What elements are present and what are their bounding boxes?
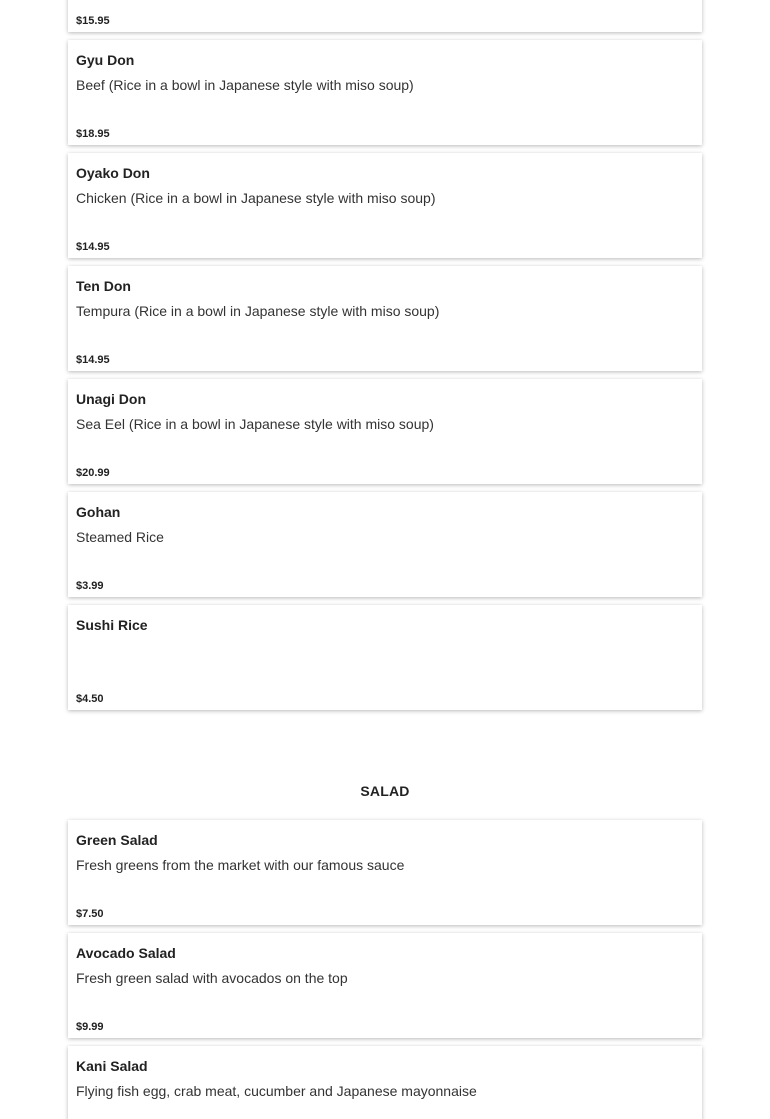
menu-item-card-kani-salad[interactable] <box>68 1046 702 1119</box>
menu-item-card-gyu-don[interactable] <box>68 40 702 145</box>
menu-item-card-green-salad[interactable] <box>68 820 702 925</box>
salad-menu-list <box>68 820 702 1119</box>
menu-item-card[interactable] <box>68 0 702 32</box>
menu-item-name: Oyako Don <box>76 165 150 181</box>
menu-item-card-unagi-don[interactable] <box>68 379 702 484</box>
menu-item-price: $3.99 <box>76 580 104 592</box>
menu-item-price: $14.95 <box>76 354 110 366</box>
menu-item-name: Gohan <box>76 504 121 520</box>
menu-item-description: Chicken (Rice in a bowl in Japanese style with miso soup) <box>76 190 436 206</box>
menu-item-description: Steamed Rice <box>76 529 164 545</box>
menu-item-description: Sea Eel (Rice in a bowl in Japanese style with miso soup) <box>76 416 434 432</box>
menu-item-card-ten-don[interactable] <box>68 266 702 371</box>
menu-item-name: Unagi Don <box>76 391 146 407</box>
menu-item-price: $18.95 <box>76 128 110 140</box>
menu-item-price: $7.50 <box>76 908 104 920</box>
menu-item-card-sushi-rice[interactable] <box>68 605 702 710</box>
menu-item-price: $4.50 <box>76 693 104 705</box>
menu-item-description: Beef (Rice in a bowl in Japanese style with miso soup) <box>76 77 414 93</box>
menu-item-name: Ten Don <box>76 278 131 294</box>
section-title-salad: SALAD <box>360 783 410 799</box>
menu-item-name: Gyu Don <box>76 52 135 68</box>
rice-menu-list <box>68 0 702 718</box>
menu-item-price: $20.99 <box>76 467 110 479</box>
menu-item-card-gohan[interactable] <box>68 492 702 597</box>
menu-item-price: $9.99 <box>76 1021 104 1033</box>
menu-item-name: Sushi Rice <box>76 617 148 633</box>
menu-item-name: Kani Salad <box>76 1058 148 1074</box>
menu-item-card-oyako-don[interactable] <box>68 153 702 258</box>
menu-item-name: Avocado Salad <box>76 945 176 961</box>
menu-item-description: Fresh green salad with avocados on the top <box>76 970 348 986</box>
menu-item-description: Tempura (Rice in a bowl in Japanese style with miso soup) <box>76 303 440 319</box>
menu-item-price: $15.95 <box>76 15 110 27</box>
menu-item-price: $14.95 <box>76 241 110 253</box>
menu-item-card-avocado-salad[interactable] <box>68 933 702 1038</box>
menu-item-description: Fresh greens from the market with our famous sauce <box>76 857 405 873</box>
menu-item-name: Green Salad <box>76 832 158 848</box>
menu-item-description: Flying fish egg, crab meat, cucumber and Japanese mayonnaise <box>76 1083 477 1099</box>
